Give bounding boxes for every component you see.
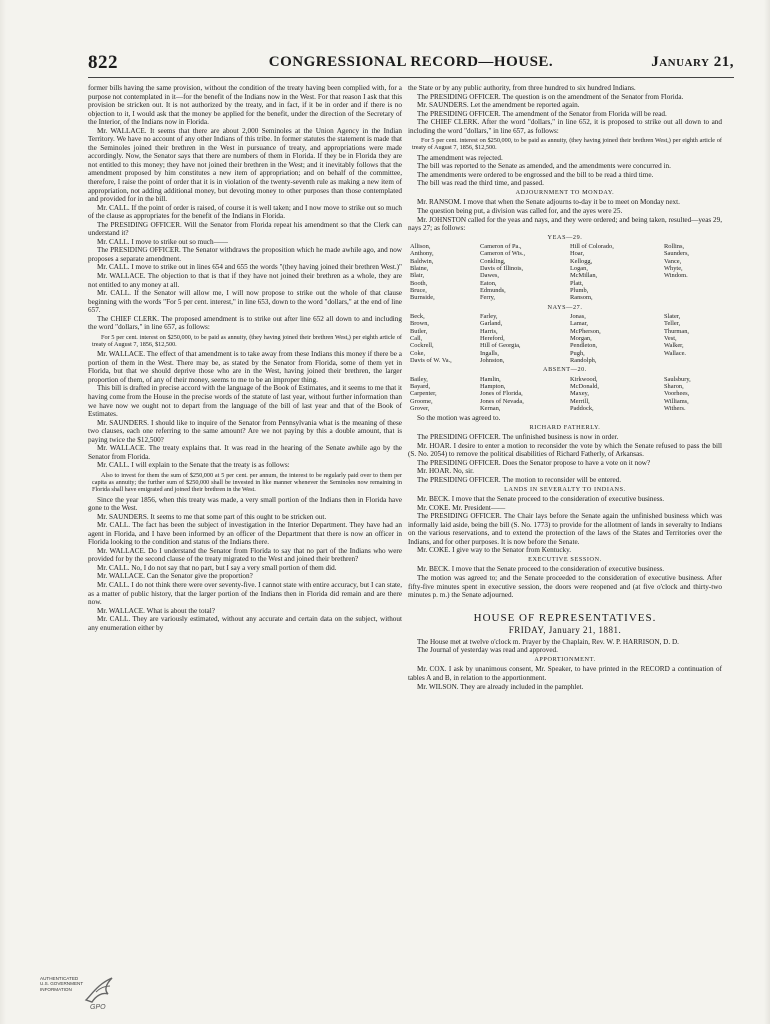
senator-name: Walker, [664,342,684,350]
senator-name: Morgan, [570,334,592,342]
section-heading: LANDS IN SEVERALTY TO INDIANS. [504,485,626,493]
paragraph: Mr. HOAR. No, sir. [417,467,474,476]
yeas-list [408,243,722,301]
paragraph: Mr. COKE. I give way to the Senator from Kentucky. [417,546,572,555]
senator-name: Hamlin, [480,375,501,383]
senator-name: Whyte, [664,265,683,273]
senator-name: Brown, [410,320,429,328]
paragraph: Mr. WALLACE. Do I understand the Senator from Florida to say that no part of the Indians who were provided for by the second clause of the treaty migrated to the West and joined their brethren? [88,546,402,564]
senator-name: McDonald, [570,383,599,390]
quoted-clause: For 5 per cent. interest on $250,000, to be paid as annuity, (they having joined their brethren West,) per eighth article of treaty of August 7, 1856, $12,500. [412,137,722,152]
absent-heading: ABSENT—20. [543,366,587,374]
senator-name: McMillan, [570,272,598,280]
senator-name: Randolph, [570,356,597,364]
paragraph: Mr. BECK. I move that the Senate proceed to the consideration of executive business. [417,565,665,574]
paragraph: Mr. CALL. No, I do not say that no part, but I say a very small portion of them did. [97,563,337,572]
senator-name: Groome, [410,397,433,405]
senator-name: Plumb, [570,286,589,294]
paragraph: The motion was agreed to; and the Senate proceeded to the consideration of executive business. After fifty-five minutes spent in executive session, the doors were reopened and (at five o'clock and thirty-two minutes p. m.) the Senate adjourned. [408,574,722,600]
paragraph: Mr. CALL. I move to strike out in lines 654 and 655 the words "(they having joined their brethren West.)" [97,263,402,272]
gpo-mark: GPO [90,1004,106,1011]
left-column [88,84,402,632]
senator-name: Kernan, [480,404,501,412]
paragraph: Mr. JOHNSTON called for the yeas and nays, and they were ordered; and being taken, resulted—yeas 29, nays 27; as follows: [408,215,722,233]
paragraph: Since the year 1856, when this treaty was made, a very small portion of the Indians then in Florida have gone to the West. [88,495,402,513]
paragraph: Mr. WALLACE. It seems that there are about 2,000 Seminoles at the Union Agency in the Indian Territory. We have no account of any other Indians of this tribe. In former statutes the statement is made that the Seminoles joined their brethren in the West in pursuance of treaty, and appropriations were made accordingly. Now, the Senator says that there are numbers of them in Florida. If they be in Florida they are not entitled to this money; they have not joined their brethren in the West; and it inevitably follows that the amendment proposed by him constitutes a new item of appropriation; and on behalf of the committee, therefore, I raise the point of order that it is in violation of the twenty-seventh rule as making a new item of appropriation, not adding additional money, but devoting money to other purposes than those contemplated and provided for in the bill. [88,126,402,204]
senator-name: Ingalls, [480,349,499,357]
paragraph: The PRESIDING OFFICER. The Senator withdraws the proposition which he made awhile ago, and now proposes a separate amendment. [88,246,402,263]
senator-name [664,294,724,301]
absent-list [408,376,722,412]
senator-name: Call, [410,334,423,342]
senator-name: Bailey, [410,375,428,383]
senator-name: Saunders, [664,250,690,258]
senator-name: Maxey, [570,390,589,398]
senator-name: Beck, [410,313,425,321]
senator-name: Jonas, [570,313,586,321]
paragraph: Mr. CALL. If the point of order is raised, of course it is well taken; and I now move to strike out so much of the clause as appropriates for the benefit of the Indians in Florida. [88,203,402,221]
senator-name: Hampton, [480,383,506,390]
paragraph: Mr. SAUNDERS. I should like to inquire of the Senator from Pennsylvania what is the meaning of these two clauses, each one referring to the same amount? Are we not paying by this a double amount, that is paying twice the $12,500? [88,418,402,444]
senator-name: Ferry, [480,294,496,302]
paragraph: Mr. WALLACE. What is about the total? [97,606,215,615]
senator-name: Ransom, [570,294,593,302]
house-date: FRIDAY, January 21, 1881. [508,625,622,636]
senator-name: Logan, [570,265,588,273]
senator-name: Teller, [664,320,681,328]
paragraph: former bills having the same provision, without the condition of the treaty having been complied with, for a purpose not contemplated in it—for the benefit of the Indians now in the West. For that reason I ask that this provision be stricken out. It is not authorized by the treaty, and in fact, if it be in order and if there is no objection to it, I would ask that the money be applied for the benefit, under the direction of the Secretary of the Interior, of the Indians now in Florida. [88,84,402,127]
senator-name: Jones of Florida, [480,390,523,398]
senator-name: Vest, [664,334,677,342]
section-heading: ADJOURNMENT TO MONDAY. [515,188,615,196]
paragraph: Mr. WALLACE. Can the Senator give the proportion? [97,572,253,581]
paragraph: The amendments were ordered to be engrossed and the bill to be read a third time. [417,170,654,179]
paragraph: The PRESIDING OFFICER. The question is on the amendment of the Senator from Florida. [417,92,684,101]
senator-name: Sharon, [664,383,684,390]
senator-name: Paddock, [570,404,594,412]
logo-line: INFORMATION [40,986,72,992]
senator-name: Coke, [410,349,426,357]
gpo-authentication-logo [40,974,120,1016]
senator-name: Vance, [664,257,682,265]
page-title: CONGRESSIONAL RECORD—HOUSE. [268,54,554,70]
senator-name: Blaine, [410,265,429,273]
senator-name: Wallace. [664,349,687,357]
paragraph: The bill was reported to the Senate as amended, and the amendments were concurred in. [417,162,671,171]
paragraph: Mr. SAUNDERS. Let the amendment be reported again. [417,101,580,110]
paragraph: the State or by any public authority, from three hundred to six hundred Indians. [408,84,636,92]
quoted-treaty: Also to invest for them the sum of $250,000 at 5 per cent. per annum, the interest to be regularly paid over to them per capita as annuity; the further sum of $250,000 shall be invested in like manner whenever the Seminoles now remaining in Florida shall have emigrated and joined their brethren in the West. [92,471,402,494]
senator-name: Burnside, [410,294,435,302]
paragraph: Mr. COKE. Mr. President—— [417,503,506,512]
paragraph: The PRESIDING OFFICER. The amendment of the Senator from Florida will be read. [417,109,667,118]
paragraph: The PRESIDING OFFICER. The unfinished business is now in order. [417,433,619,442]
paragraph: Mr. WALLACE. The treaty explains that. It was read in the hearing of the Senate awhile ago by the Senator from Florida. [88,444,402,461]
senator-name: Allison, [410,243,431,251]
senator-name: Williams, [664,397,689,405]
page-date: January 21, [651,54,734,70]
senator-name: Harris, [480,327,498,335]
senator-name: Kirkwood, [570,375,598,383]
section-heading: EXECUTIVE SESSION. [528,555,602,563]
page-number: 822 [88,52,118,73]
senator-name: Withers. [664,404,686,412]
senator-name: Platt, [570,279,584,287]
paragraph: Mr. RANSOM. I move that when the Senate adjourns to-day it be to meet on Monday next. [417,198,680,207]
senator-name: Bruce, [410,286,427,294]
paragraph: The House met at twelve o'clock m. Prayer by the Chaplain, Rev. W. P. HARRISON, D. D. [417,637,679,646]
senator-name: Bayard, [410,383,431,390]
paragraph: The PRESIDING OFFICER. The Chair lays before the Senate again the unfinished business which was informally laid aside, being the bill (S. No. 1773) to provide for the allotment of lands in severalty to Indians on the various reservations, and to extend the protection of the laws of the States and Territories over the Indians, and for other purposes. It is now before the Senate. [408,512,722,546]
paragraph: Mr. COX. I ask by unanimous consent, Mr. Speaker, to have printed in the RECORD a continuation of tables A and B, in relation to the apportionment. [408,665,722,682]
senator-name: Hereford, [480,334,505,342]
quoted-clause: For 5 per cent. interest on $250,000, to be paid as annuity, (they having joined their brethren West,) per eighth article of treaty of August 7, 1856, $12,500. [92,333,402,349]
paragraph: The CHIEF CLERK. After the word "dollars," in line 652, it is proposed to strike out all down to and including the word "dollars," in line 657, as follows: [408,118,722,135]
paragraph: Mr. WILSON. They are already included in the pamphlet. [417,682,584,691]
senator-name: Cockrell, [410,342,434,350]
paragraph: The Journal of yesterday was read and approved. [417,646,558,655]
senator-name: Johnston, [480,356,505,364]
header-rule [88,77,734,78]
paragraph: So the motion was agreed to. [417,414,501,423]
senator-name: Jones of Nevada, [480,397,524,405]
paragraph: The PRESIDING OFFICER. The motion to reconsider will be entered. [417,476,622,485]
logo-text [40,976,83,992]
senator-name: Merrill, [570,397,590,405]
logo-line: AUTHENTICATED [40,976,79,981]
paragraph: The PRESIDING OFFICER. Will the Senator from Florida repeat his amendment so that the Clerk can understand it? [88,220,402,238]
section-heading: RICHARD FATHERLY. [529,423,601,431]
senator-name: Conkling, [480,257,506,265]
paragraph: Mr. CALL. If the Senator will allow me, I will now propose to strike out the whole of that clause beginning with the words "For 5 per cent. interest," in line 653, down to the word "dollars," at the end of line 657. [88,289,402,315]
paragraph: Mr. HOAR. I desire to enter a motion to reconsider the vote by which the Senate refused to pass the bill (S. No. 2054) to remove the political disabilities of Richard Fatherly, of Arkansas. [408,441,722,459]
senator-name: Pendleton, [570,342,598,350]
senator-name: Dawes, [480,272,499,280]
senator-name: Blair, [410,272,425,280]
paragraph: Mr. BECK. I move that the Senate proceed to the consideration of executive business. [417,495,665,504]
senator-name [664,280,724,287]
senator-name: Lamar, [570,320,589,328]
senator-name: Thurman, [664,327,690,335]
paragraph: Mr. SAUNDERS. It seems to me that some part of this ought to be stricken out. [97,512,327,521]
paragraph: The PRESIDING OFFICER. Does the Senator propose to have a vote on it now? [417,458,651,467]
senator-name: Windom. [664,272,688,280]
paragraph: Mr. WALLACE. The effect of that amendment is to take away from these Indians this money if there be a portion of them in the West. There may be, as stated by the Senator from Florida, some of them yet in Florida, but that we should deprive those who are in the West, having joined their brethren, the larger proportion of them, of any of their money, seems to me to be an improper thing. [88,350,402,384]
nays-list [408,313,722,364]
paragraph: Mr. CALL. I do not think there were over seventy-five. I cannot state with entire accuracy, but I can state, as a matter of public history, that the larger portion of the Indians then in Florida did remain and are there now. [88,581,402,607]
senator-name: McPherson, [570,327,601,335]
senator-name: Davis of W. Va., [410,356,452,364]
paragraph: Mr. WALLACE. The objection to that is that if they have not joined their brethren as a whole, they are not entitled to any money at all. [88,272,402,289]
senator-name: Baldwin, [410,257,434,265]
senator-name: Butler, [410,327,428,335]
senator-name: Carpenter, [410,390,437,398]
senator-name: Grover, [410,404,430,412]
page-header [88,52,734,74]
senator-name: Cameron of Wis., [480,250,526,258]
senator-name: Hill of Colorado, [570,243,614,251]
senator-name: Slater, [664,313,681,321]
paragraph: This bill is drafted in precise accord with the language of the Book of Estimates, and it seems to me that it having come from the House in the precise words of the statute of last year, without further information than we have now we ought not to depart from the language of the bill of last year and that of the Book of Estimates. [88,384,402,419]
house-heading: HOUSE OF REPRESENTATIVES. [473,611,657,624]
eagle-icon [82,974,118,1006]
logo-line: U.S. GOVERNMENT [40,981,84,987]
paragraph: Mr. CALL. They are variously estimated, without any accurate and certain data on the subject, without any enumeration either by [88,615,402,632]
paragraph: Mr. CALL. I will explain to the Senate that the treaty is as follows: [97,461,290,470]
senator-name: Kellogg, [570,257,593,265]
paragraph: Mr. CALL. I move to strike out so much—— [97,237,228,246]
senator-name: Farley, [480,313,498,321]
senator-name: Rollins, [664,243,685,251]
senator-name: Saulsbury, [664,375,691,383]
senator-name: Anthony, [410,250,434,258]
senator-name: Booth, [410,279,428,287]
senator-name: Edmunds, [480,286,506,294]
paragraph: The CHIEF CLERK. The proposed amendment is to strike out after line 652 all down to and including the word "dollars," in line 657, as follows: [88,314,402,332]
senator-name: Eaton, [480,279,497,287]
nays-heading: NAYS—27. [547,303,583,311]
senator-name [664,357,724,364]
senator-name: Garland, [480,320,503,328]
senator-name: Hoar, [570,250,585,258]
section-heading: APPORTIONMENT. [534,655,596,663]
yeas-heading: YEAS—29. [547,233,583,241]
paragraph: The question being put, a division was called for, and the ayes were 25. [417,206,623,215]
paragraph: The bill was read the third time, and passed. [417,179,544,188]
paragraph: The amendment was rejected. [417,153,503,162]
senator-name: Voorhees, [664,390,690,398]
senator-name: Cameron of Pa., [480,243,522,251]
paragraph: Mr. CALL. The fact has been the subject of investigation in the Interior Department. They have had an agent in Florida, and I have been informed by an officer of the Department that there is now an officer in Florida looking to the condition and status of the Indians there. [88,521,402,547]
senator-name: Pugh, [570,349,585,357]
right-column [408,84,722,691]
senator-name [664,287,724,294]
senator-name: Davis of Illinois, [480,265,524,273]
senator-name: Hill of Georgia, [480,342,521,350]
